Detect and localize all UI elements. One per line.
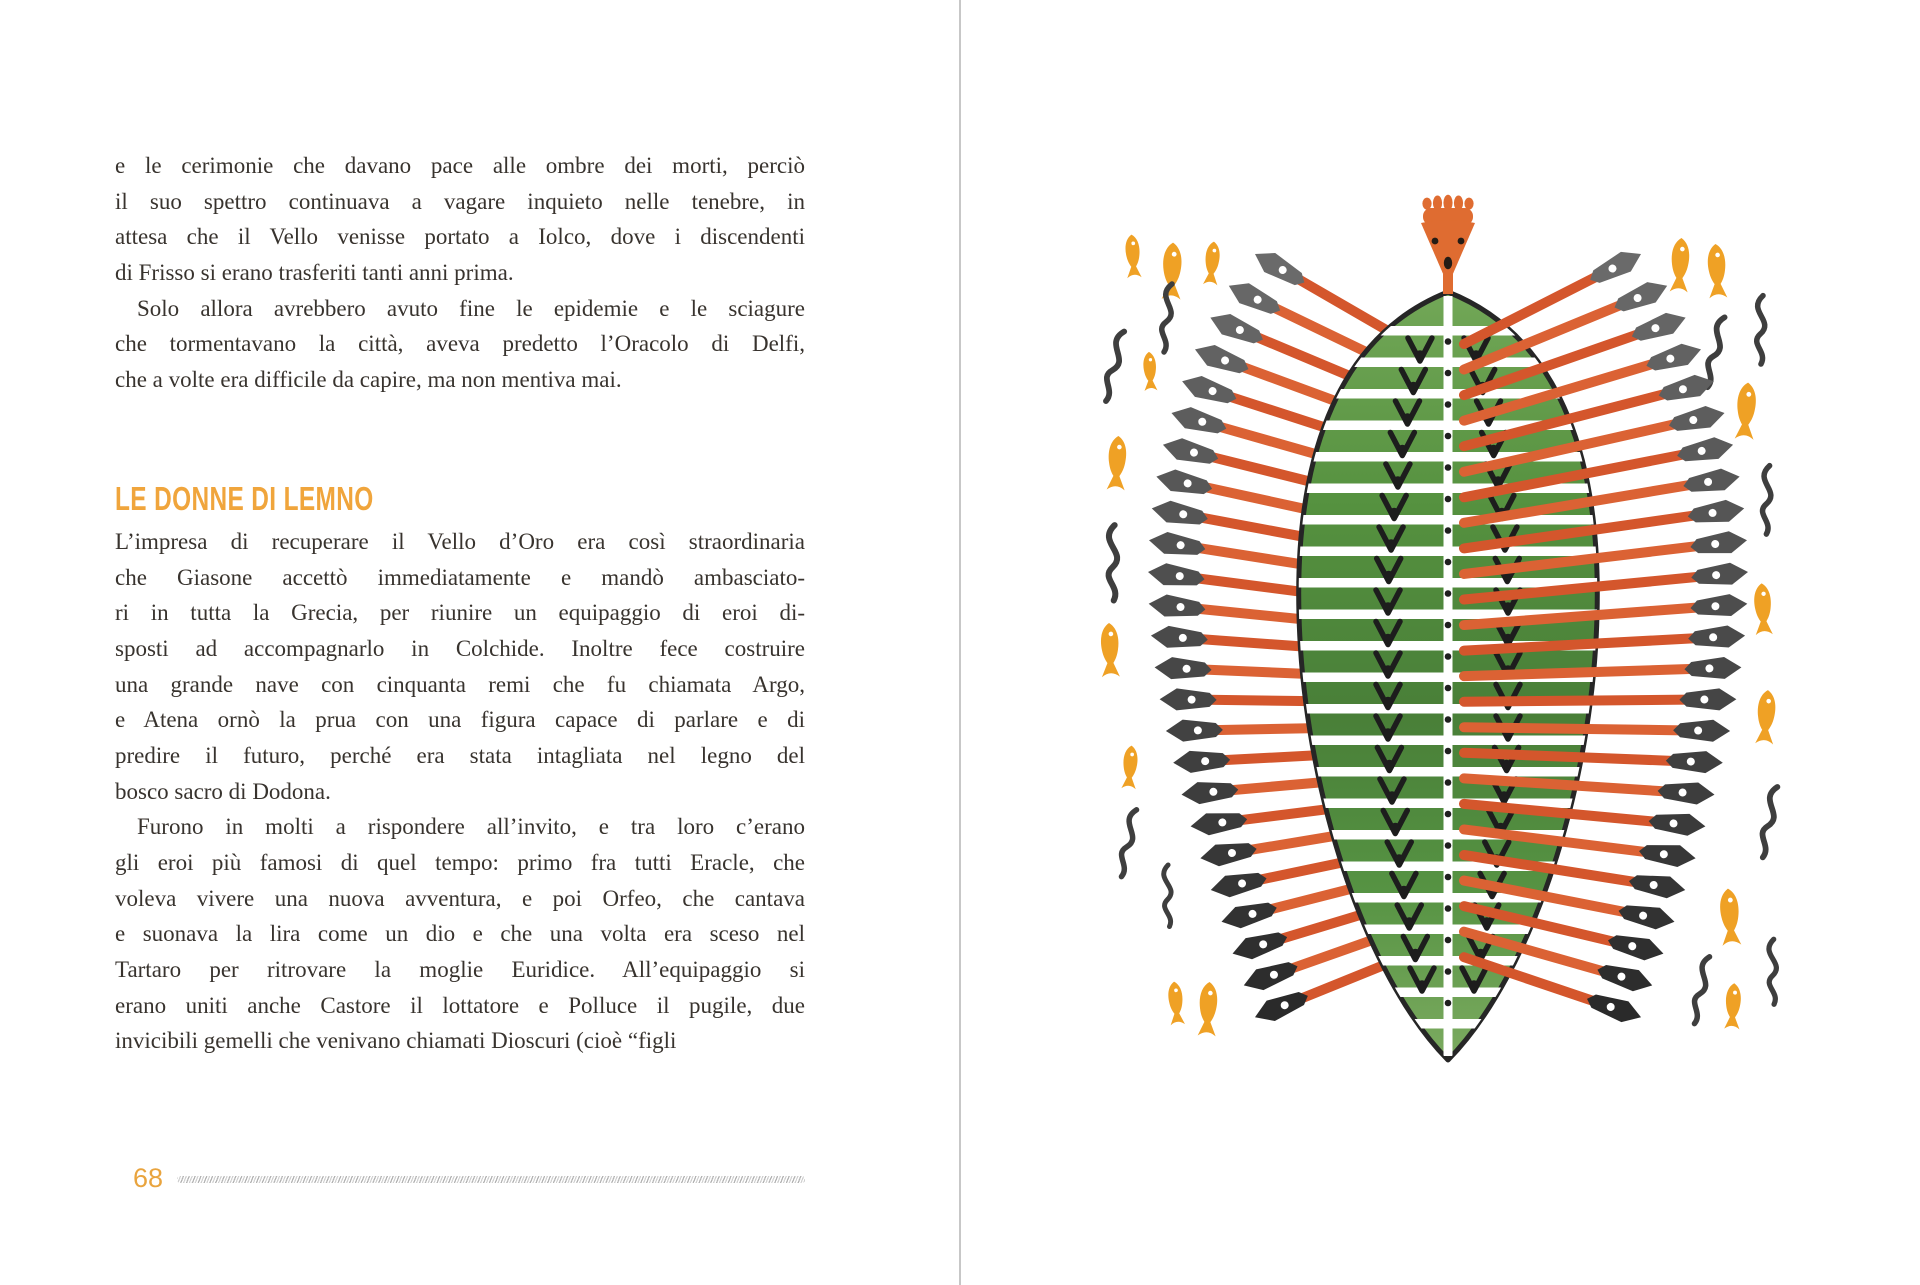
text-line: e suonava la lira come un dio e che una volta era sceso nel [115,921,805,947]
rower-icon [1387,842,1411,865]
fish-icon [1755,689,1777,744]
water-squiggle-icon [1159,865,1177,927]
text-line: che tormentavano la città, aveva predetto l’Oracolo di Delfi, [115,331,805,357]
fish-icon [1735,382,1758,440]
rower-icon [1482,433,1506,456]
text-line: bosco sacro di Dodona. [115,778,331,804]
rower-icon [1492,779,1516,802]
text-line: che Giasone accettò immediatamente e mandò ambasciato- [115,564,805,590]
rower-icon [1410,968,1434,991]
text-line: voleva vivere una nuova avventura, e poi Orfeo, che cantava [115,885,805,911]
oar-nib-blade [1690,561,1749,588]
fish-icon [1107,436,1128,491]
rower-icon [1496,622,1520,645]
text-line: ri in tutta la Grecia, per riunire un equipaggio di eroi di- [115,600,805,626]
water-squiggle-icon [1759,466,1774,535]
oar-nib-blade [1688,625,1746,650]
oars-right [1464,244,1749,1027]
fish-icon [1203,241,1221,285]
oar-nib-blade [1206,307,1267,349]
oar-nib-blade [1643,339,1704,376]
oar-nib-blade [1673,719,1730,742]
fish-icon [1719,888,1742,946]
oar-nib-blade [1675,434,1735,467]
oar-nib-blade [1191,339,1252,379]
oar-nib-blade [1684,656,1742,680]
rower-icon [1392,874,1416,897]
oar-nib-blade [1199,838,1259,869]
rower-icon [1480,874,1504,897]
rower-icon [1495,748,1519,771]
page-gutter-divider [959,0,961,1285]
oar-nib-blade [1240,956,1301,996]
text-line: invicibili gemelli che venivano chiamati Dioscuri (cioè “figli [115,1028,677,1054]
oar-nib-blade [1656,371,1717,407]
oar-nib-blade [1594,959,1655,996]
oar-nib-blade [1168,402,1229,439]
text-line: predire il futuro, perché era stata intagliata nel legno del [115,742,805,768]
oar-nib-blade [1690,593,1748,619]
page-number: 68 [133,1163,164,1193]
text-line: Solo allora avrebbero avuto fine le epidemie e le sciagure [137,295,805,321]
water-squiggle-icon [1119,809,1136,878]
rower-icon [1471,370,1495,393]
oar-nib-blade [1648,810,1707,837]
text-line: il suo spettro continuava a vagare inquieto nelle tenebre, in [115,188,805,214]
rower-icon [1376,590,1400,613]
page-footer [115,1162,805,1194]
text-line: di Frisso si erano trasferiti tanti anni prima. [115,260,514,286]
rower-icon [1496,716,1520,739]
oar-nib-blade [1166,719,1223,742]
fish-icon [1121,745,1138,789]
rower-icon [1475,905,1499,928]
rower-icon [1495,559,1519,582]
oar-nib-blade [1585,244,1646,289]
oar-nib-blade [1689,529,1748,558]
rower-icon [1377,559,1401,582]
oar-nib-blade [1154,656,1212,680]
oar-nib-blade [1160,434,1221,469]
oar-nib-blade [1173,749,1231,774]
rower-icon [1395,401,1419,424]
paragraph [115,524,805,810]
water-squiggle-icon [1753,296,1769,365]
rower-icon [1379,527,1403,550]
fish-icon [1124,234,1141,278]
rower-icon [1496,590,1520,613]
rower-icon [1380,779,1404,802]
rower-icon [1469,937,1493,960]
rower-icon [1462,968,1486,991]
oars-left [1147,244,1411,1027]
text-line: attesa che il Vello venisse portato a Iolco, dove i discendenti [115,224,805,250]
text-line: gli eroi più famosi di quel tempo: primo fra tutti Eracle, che [115,850,805,875]
oar-nib-blade [1189,808,1248,837]
oar-nib-blade [1605,930,1666,965]
rower-icon [1403,937,1427,960]
rower-icon [1397,905,1421,928]
rower-icon [1383,811,1407,834]
oar-nib-blade [1686,498,1746,528]
fish-icon [1724,983,1742,1030]
oar-nib-blade [1229,927,1290,965]
rower-icon [1464,338,1488,361]
rower-icon [1490,496,1514,519]
water-squiggle-icon [1692,956,1709,1025]
text-line: Furono in molti a rispondere all’invito, e tra loro c’erano [137,814,805,840]
rower-icon [1401,370,1425,393]
figurehead [1421,195,1475,294]
oar-nib-blade [1682,466,1742,497]
oar-nib-blade [1147,561,1206,590]
text-line: sposti ad accompagnarlo in Colchide. Inoltre fece costruire [115,635,805,661]
oar-nib-blade [1638,840,1697,869]
oar-nib-blade [1150,498,1210,530]
oar-nib-blade [1616,900,1676,933]
rower-marks [1376,338,1520,991]
oar-nib-blade [1665,750,1723,774]
oar-nib-blade [1159,688,1216,711]
oar-nib-blade [1147,529,1207,560]
text-line: Tartaro per ritrovare la moglie Euridice. All’equipaggio si [115,957,805,983]
fish-icon [1162,242,1183,299]
oar-nib-blade [1583,988,1644,1027]
oar-nib-blade [1148,593,1207,621]
rope-ornament [177,1176,805,1183]
rower-icon [1485,842,1509,865]
text-line: una grande nave con cinquanta remi che fu chiamata Argo, [115,671,805,697]
water-squiggle-icon [1764,939,1782,1004]
fish-icon [1707,244,1728,299]
rower-icon [1496,653,1520,676]
fish-icon [1753,583,1773,635]
rower-icon [1408,338,1432,361]
water-squiggle-icon [1760,786,1777,858]
text-line: e Atena ornò la prua con una figura capace di parlare e di [115,707,805,733]
oar-nib-blade [1657,780,1715,806]
text-line: L’impresa di recuperare il Vello d’Oro era così straordinaria [115,528,805,554]
oar-nib-blade [1249,244,1309,292]
leaf-hull [1290,292,1610,1060]
oar-nib-blade [1179,371,1240,409]
fish-icon [1167,981,1185,1025]
oar-nib-blade [1628,307,1689,347]
text-line: che a volte era difficile da capire, ma non mentiva mai. [115,367,622,393]
oar-nib-blade [1679,688,1736,711]
water-squiggle-icon [1104,330,1125,402]
fish-icon [1198,982,1219,1037]
text-line: e le cerimonie che davano pace alle ombre dei morti, perciò [115,153,805,178]
oar-nib-blade [1154,466,1214,500]
text-line: erano uniti anche Castore il lottatore e Polluce il pugile, due [115,992,805,1018]
section-heading: LE DONNE DI LEMNO [115,479,374,517]
fish-icon [1142,352,1157,392]
rower-icon [1376,622,1400,645]
oar-nib-blade [1610,276,1671,318]
water-squiggle-icon [1162,284,1172,352]
rower-icon [1376,685,1400,708]
paragraph [115,809,805,1059]
oar-nib-blade [1181,779,1240,806]
rower-icon [1376,716,1400,739]
oar-nib-blade [1150,625,1208,651]
keel-spine [1444,296,1453,1056]
water-squiggle-icon [1705,316,1724,388]
paragraph [115,148,805,291]
rower-icon [1493,527,1517,550]
oar-nib-blade [1219,897,1280,932]
fish-icon [1670,238,1691,293]
fish-icon [1100,623,1120,678]
paragraph [115,291,805,398]
oar-nib-blade [1224,276,1285,321]
rower-icon [1496,685,1520,708]
rower-icon [1376,653,1400,676]
oar-nib-blade [1627,870,1687,901]
oar-nib-blade [1251,986,1312,1028]
oar-nib-blade [1208,868,1268,901]
rower-icon [1386,464,1410,487]
rower-icon [1390,433,1414,456]
oar-nib-blade [1667,402,1727,436]
rower-icon [1377,748,1401,771]
text-column [115,0,805,1059]
rower-icon [1477,401,1501,424]
rower-icon [1382,496,1406,519]
fish-and-waves-right [1670,238,1782,1030]
rower-icon [1486,464,1510,487]
fish-and-waves-left [1100,234,1221,1036]
water-squiggle-icon [1103,525,1122,601]
rower-icon [1489,811,1513,834]
